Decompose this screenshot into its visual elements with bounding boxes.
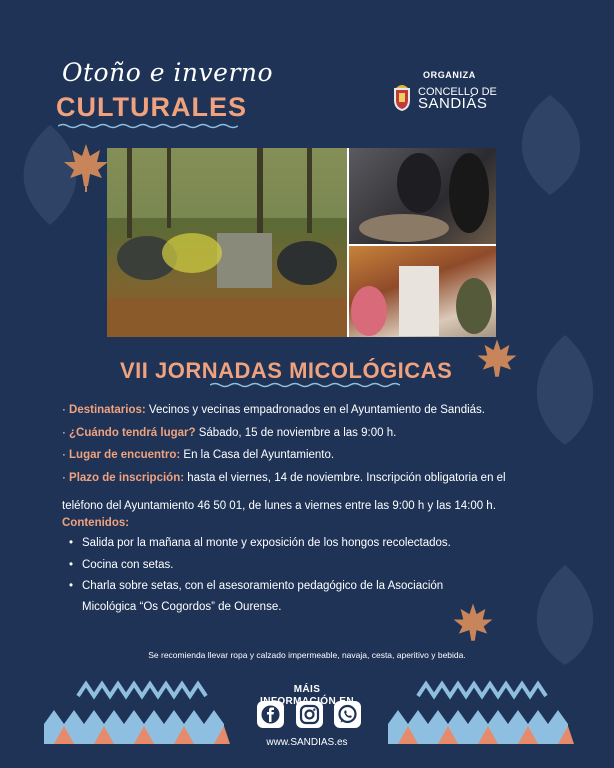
detail-value: hasta el viernes, 14 de noviembre. Inscripción obligatoria en el bbox=[184, 472, 506, 484]
detail-value: Vecinos y vecinas empadronados en el Ayuntamiento de Sandiás. bbox=[145, 404, 485, 416]
facebook-icon bbox=[257, 701, 284, 728]
detail-key: ¿Cuándo tendrá lugar? bbox=[69, 427, 196, 439]
maple-leaf-icon bbox=[474, 336, 520, 382]
organizer-label: ORGANIZA bbox=[423, 70, 476, 80]
crest-icon bbox=[392, 82, 412, 112]
instagram-icon bbox=[296, 701, 323, 728]
whatsapp-button[interactable] bbox=[334, 701, 361, 728]
cooking-photo bbox=[349, 148, 496, 244]
series-title-line1: Otoño e inverno bbox=[62, 58, 274, 87]
whatsapp-icon bbox=[334, 701, 361, 728]
photo-collage bbox=[107, 148, 496, 337]
wavy-underline bbox=[210, 382, 400, 388]
background-leaf-icon bbox=[520, 330, 610, 450]
background-leaf-icon bbox=[500, 90, 600, 200]
facebook-button[interactable] bbox=[257, 701, 284, 728]
series-title-line2: CULTURALES bbox=[56, 92, 247, 122]
contents-heading bbox=[62, 517, 129, 529]
organizer-name bbox=[418, 86, 497, 110]
group-photo bbox=[107, 148, 347, 337]
detail-value: Sábado, 15 de noviembre a las 9:00 h. bbox=[195, 427, 397, 439]
organizer-name-line2: SANDIÁS bbox=[418, 95, 488, 112]
detail-key: Plazo de inscripción: bbox=[69, 472, 185, 484]
detail-recipients: · Destinatarios: Vecinos y vecinas empadronados en el Ayuntamiento de Sandiás. bbox=[62, 404, 485, 416]
wavy-underline bbox=[58, 123, 238, 129]
detail-value: En la Casa del Ayuntamiento. bbox=[180, 449, 335, 461]
organizer-name-line1: CONCELLO DE bbox=[418, 86, 497, 98]
detail-registration: · Plazo de inscripción: hasta el viernes, 14 de noviembre. Inscripción obligatoria en el bbox=[62, 472, 506, 484]
detail-key: Contenidos: bbox=[62, 517, 130, 529]
detail-registration-cont: teléfono del Ayuntamiento 46 50 01, de lunes a viernes entre las 9:00 h y las 14:00 h. bbox=[62, 500, 496, 512]
detail-when: · ¿Cuándo tendrá lugar? Sábado, 15 de noviembre a las 9:00 h. bbox=[62, 427, 397, 439]
instagram-button[interactable] bbox=[296, 701, 323, 728]
list-item-cont: Micológica “Os Cogordos” de Ourense. bbox=[82, 601, 282, 613]
dining-photo bbox=[349, 246, 496, 337]
detail-key: Destinatarios: bbox=[69, 404, 146, 416]
maple-leaf-icon bbox=[60, 140, 112, 192]
list-item: • Charla sobre setas, con el asesoramiento pedagógico de la Asociación bbox=[72, 580, 443, 592]
list-item: • Cocina con setas. bbox=[72, 559, 173, 571]
event-title: VII JORNADAS MICOLÓGICAS bbox=[120, 358, 453, 383]
more-info-line1: MÁIS bbox=[293, 684, 321, 695]
maple-leaf-icon bbox=[450, 600, 496, 646]
list-item: • Salida por la mañana al monte y exposición de los hongos recolectados. bbox=[72, 537, 451, 549]
website-link[interactable]: www.SANDIAS.es bbox=[266, 737, 348, 748]
detail-place: · Lugar de encuentro: En la Casa del Ayuntamiento. bbox=[62, 449, 335, 461]
detail-key: Lugar de encuentro: bbox=[69, 449, 181, 461]
recommendation-note: Se recomienda llevar ropa y calzado impermeable, navaja, cesta, aperitivo y bebida. bbox=[148, 650, 466, 660]
